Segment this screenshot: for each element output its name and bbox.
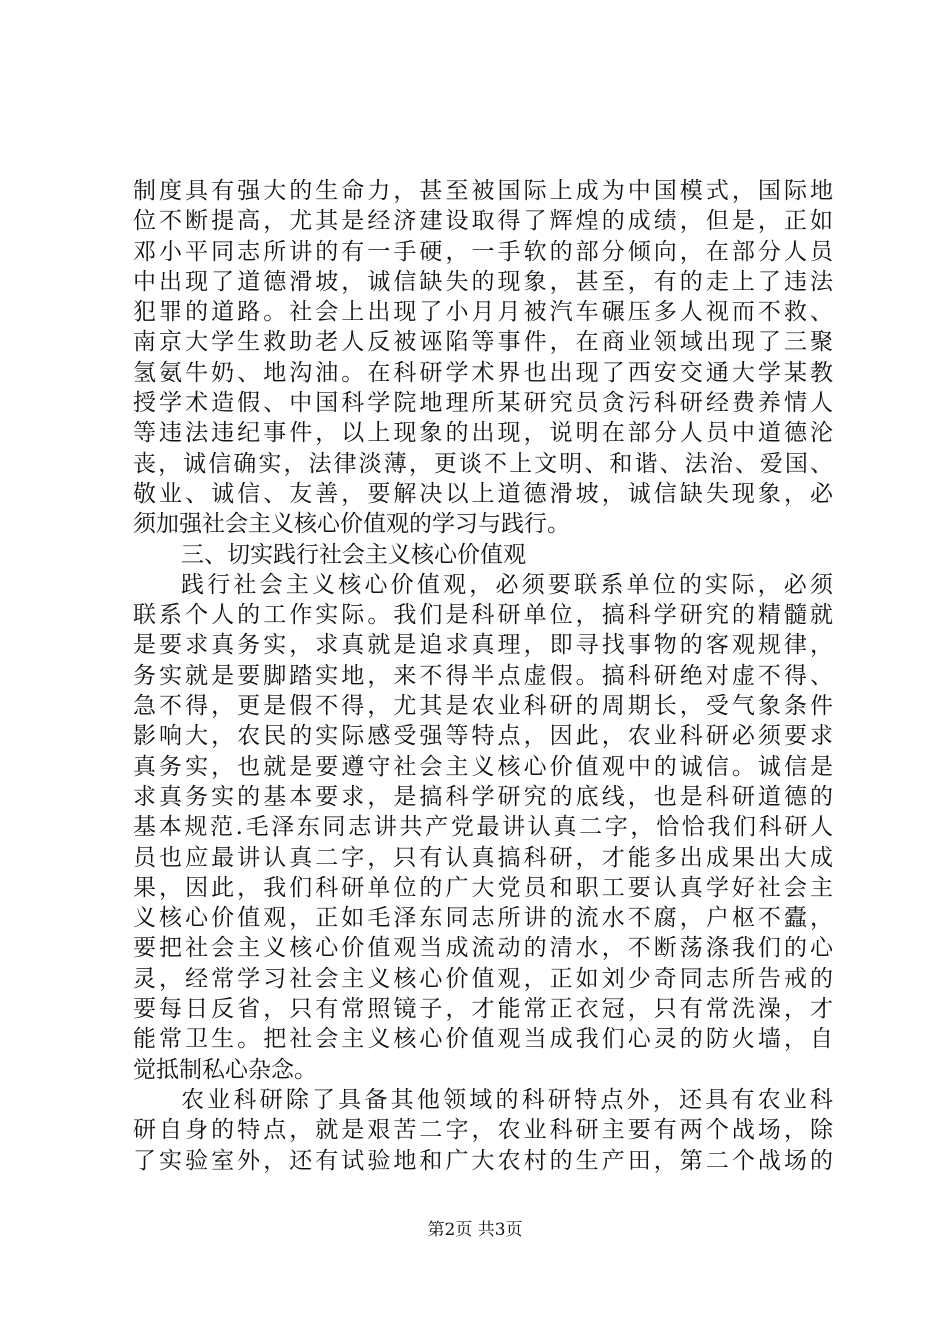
- text-line: 基本规范.毛泽东同志讲共产党最讲认真二字，恰恰我们科研人: [133, 814, 833, 841]
- text-line: 须加强社会主义核心价值观的学习与践行。: [133, 511, 570, 538]
- text-line: 中出现了道德滑坡，诚信缺失的现象，甚至，有的走上了违法: [133, 268, 833, 295]
- document-body: [133, 176, 833, 1176]
- text-line: 急不得，更是假不得，尤其是农业科研的周期长，受气象条件: [133, 693, 833, 720]
- text-line: 三、切实践行社会主义核心价值观: [181, 541, 526, 568]
- text-line: 邓小平同志所讲的有一手硬，一手软的部分倾向，在部分人员: [133, 238, 833, 265]
- text-line: 员也应最讲认真二字，只有认真搞科研，才能多出成果出大成: [133, 844, 833, 871]
- text-line: 犯罪的道路。社会上出现了小月月被汽车碾压多人视而不救、: [133, 299, 833, 326]
- text-line: 践行社会主义核心价值观，必须要联系单位的实际，必须: [181, 571, 833, 598]
- text-line: 联系个人的工作实际。我们是科研单位，搞科学研究的精髓就: [133, 602, 833, 629]
- text-line: 影响大，农民的实际感受强等特点，因此，农业科研必须要求: [133, 723, 833, 750]
- text-line: 要把社会主义核心价值观当成流动的清水，不断荡涤我们的心: [133, 935, 833, 962]
- text-line: 求真务实的基本要求，是搞科学研究的底线，也是科研道德的: [133, 783, 833, 810]
- text-line: 授学术造假、中国科学院地理所某研究员贪污科研经费养情人: [133, 390, 833, 417]
- text-line: 觉抵制私心杂念。: [133, 1056, 317, 1083]
- text-line: 等违法违纪事件，以上现象的出现，说明在部分人员中道德沦: [133, 420, 833, 447]
- text-line: 果，因此，我们科研单位的广大党员和职工要认真学好社会主: [133, 874, 833, 901]
- text-line: 能常卫生。把社会主义核心价值观当成我们心灵的防火墙，自: [133, 1026, 833, 1053]
- text-line: 敬业、诚信、友善，要解决以上道德滑坡，诚信缺失现象，必: [133, 480, 833, 507]
- text-line: 义核心价值观，正如毛泽东同志所讲的流水不腐，户枢不蠹，: [133, 905, 833, 932]
- text-line: 位不断提高，尤其是经济建设取得了辉煌的成绩，但是，正如: [133, 208, 833, 235]
- text-line: 是要求真务实，求真就是追求真理，即寻找事物的客观规律，: [133, 632, 833, 659]
- text-line: 研自身的特点，就是艰苦二字，农业科研主要有两个战场，除: [133, 1117, 833, 1144]
- text-line: 丧，诚信确实，法律淡薄，更谈不上文明、和谐、法治、爱国、: [133, 450, 833, 477]
- page-number-label: 第2页 共3页: [427, 1220, 523, 1240]
- text-line: 南京大学生救助老人反被诬陷等事件，在商业领域出现了三聚: [133, 329, 833, 356]
- text-line: 务实就是要脚踏实地，来不得半点虚假。搞科研绝对虚不得、: [133, 662, 833, 689]
- text-line: 氢氨牛奶、地沟油。在科研学术界也出现了西安交通大学某教: [133, 359, 833, 386]
- text-line: 农业科研除了具备其他领域的科研特点外，还具有农业科: [181, 1086, 833, 1113]
- text-line: 制度具有强大的生命力，甚至被国际上成为中国模式，国际地: [133, 178, 833, 204]
- text-line: 灵，经常学习社会主义核心价值观，正如刘少奇同志所告戒的: [133, 965, 833, 992]
- text-line: 真务实，也就是要遵守社会主义核心价值观中的诚信。诚信是: [133, 753, 833, 780]
- page-footer: [0, 1215, 950, 1240]
- text-line: 了实验室外，还有试验地和广大农村的生产田，第二个战场的: [133, 1147, 833, 1174]
- text-line: 要每日反省，只有常照镜子，才能常正衣冠，只有常洗澡，才: [133, 996, 833, 1023]
